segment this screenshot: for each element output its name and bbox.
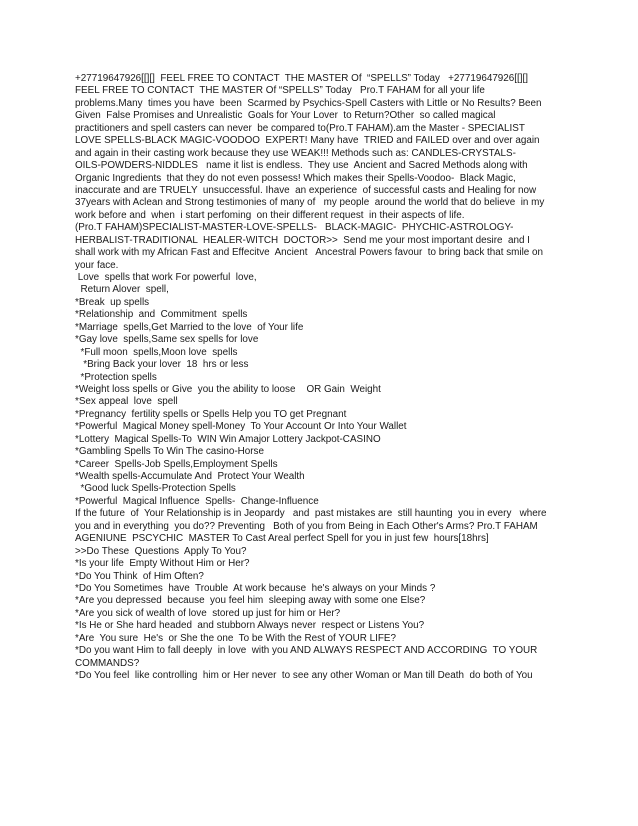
text-line: *Is your life Empty Without Him or Her? [75,558,250,570]
text-line: *Are you depressed because you feel him sleeping away with some one Else? [75,595,426,607]
text-line: If the future of Your Relationship is in Jeopardy and past mistakes are still haunting you in every where [75,508,547,520]
text-line: problems.Many times you have been Scarmed by Psychics-Spell Casters with Little or No Results? Been [75,97,542,109]
text-line: *Break up spells [75,296,150,308]
text-line: FEEL FREE TO CONTACT THE MASTER Of “SPELLS” Today Pro.T FAHAM for all your life [75,85,485,97]
text-line: *Lottery Magical Spells-To WIN Win Amajor Lottery Jackpot-CASINO [75,433,381,445]
text-line: *Good luck Spells-Protection Spells [75,483,236,495]
text-line: *Gambling Spells To Win The casino-Horse [75,446,264,458]
text-line: your face. [75,259,119,271]
text-line: *Do you want Him to fall deeply in love with you AND ALWAYS RESPECT AND ACCORDING TO YOUR [75,645,538,657]
text-line: *Do You feel like controlling him or Her never to see any other Woman or Man till Death do both of You [75,670,533,681]
text-line: Love spells that work For powerful love, [75,272,257,283]
text-line: work before and when i start perfoming on their different request in their aspects of life. [75,209,465,221]
text-line: (Pro.T FAHAM)SPECIALIST-MASTER-LOVE-SPELLS- BLACK-MAGIC- PHYCHIC-ASTROLOGY- [75,222,514,234]
text-line: *Powerful Magical Money spell-Money To Your Account Or Into Your Wallet [75,421,407,433]
text-line: *Do You Sometimes have Trouble At work because he's always on your Minds ? [75,582,436,594]
text-line: *Powerful Magical Influence Spells- Change-Influence [75,495,319,507]
text-line: *Full moon spells,Moon love spells [75,346,238,358]
text-line: OILS-POWDERS-NIDDLES name it list is endless. They use Ancient and Sacred Methods along with [75,160,528,172]
text-line: *Marriage spells,Get Married to the love of Your life [75,321,304,333]
text-line: *Is He or She hard headed and stubborn Always never respect or Listens You? [75,620,425,632]
text-line: *Weight loss spells or Give you the ability to loose OR Gain Weight [75,383,381,395]
text-line: *Are you sick of wealth of love stored up just for him or Her? [75,607,341,619]
text-line: *Wealth spells-Accumulate And Protect Your Wealth [75,471,305,482]
text-line: practitioners and spell casters can never be compared to(Pro.T FAHAM).am the Master - SPECIALIST [75,122,525,134]
text-line: *Protection spells [75,371,157,383]
text-line: *Gay love spells,Same sex spells for love [75,334,259,346]
text-line: *Bring Back your lover 18 hrs or less [75,359,249,371]
text-line: *Do You Think of Him Often? [75,570,204,582]
text-line: HERBALIST-TRADITIONAL HEALER-WITCH DOCTOR>> Send me your most important desire and I [75,234,530,246]
text-line: COMMANDS? [75,657,140,669]
text-line: +27719647926[[][] FEEL FREE TO CONTACT THE MASTER Of “SPELLS” Today +27719647926[[][] [75,73,529,84]
text-line: >>Do These Questions Apply To You? [75,545,247,557]
text-line: *Are You sure He's or She the one To be With the Rest of YOUR LIFE? [75,632,396,644]
text-line: 37years with Aclean and Strong testimonies of many of my people around the world that do believe in my [75,197,545,209]
text-line: *Sex appeal love spell [75,396,178,408]
text-line: LOVE SPELLS-BLACK MAGIC-VOODOO EXPERT! Many have TRIED and FAILED over and over again [75,135,540,147]
text-line: AGENIUNE PSCYCHIC MASTER To Cast Areal perfect Spell for you in just few hours[18hrs] [75,533,489,545]
text-line: Given False Promises and Unrealistic Goals for Your Lover to Return?Other so called magical [75,110,496,122]
text-line: you and in everything you do?? Preventing Both of you from Being in Each Other's Arms? Pro.T FAHAM [75,520,538,532]
text-line: shall work with my African Fast and Effecitve Ancient Ancestral Powers favour to bring back that smile on [75,247,543,259]
text-line: Organic Ingredients that they do not even possess! Which makes their Spells-Voodoo- Black Magic, [75,172,516,184]
text-line: inaccurate and are TRUELY unsuccessful. Ihave an experience of successful casts and Healing for now [75,184,537,196]
text-line: *Career Spells-Job Spells,Employment Spells [75,458,278,470]
text-line: Return Alover spell, [75,284,169,296]
text-line: *Relationship and Commitment spells [75,309,248,321]
body-text [75,73,567,682]
text-line: and again in their casting work because they use WEAK!!! Methods such as: CANDLES-CRYSTALS- [75,147,516,159]
text-line: *Pregnancy fertility spells or Spells Help you TO get Pregnant [75,408,347,420]
